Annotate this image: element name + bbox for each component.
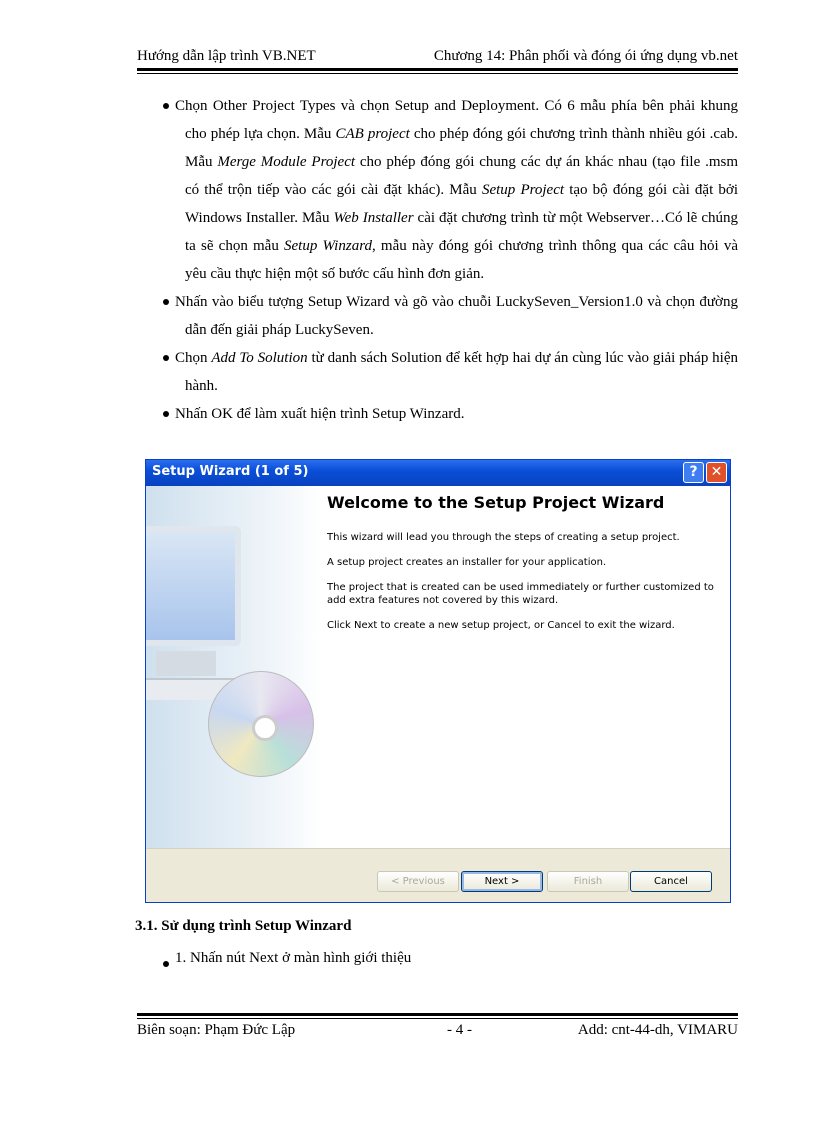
wizard-paragraph: This wizard will lead you through the steps of creating a setup project. [327,532,680,543]
wizard-content [327,493,717,644]
bullet-icon [163,411,169,417]
emphasis-text: Merge Module Project [217,154,356,170]
close-button[interactable]: ✕ [706,462,727,483]
text-run: tạo bộ đóng gói cài đặt bởi Windows Installer. Mẫu [185,182,739,226]
emphasis-text: Add To Solution [211,350,308,366]
emphasis-text: Setup Project [481,182,565,198]
footer-author: Biên soạn: Phạm Đức Lập [137,1022,296,1038]
header-rule [137,68,738,74]
text-run: cho phép đóng gói chương trình thành nhiều gói .cab. Mẫu [185,126,738,170]
previous-button[interactable]: < Previous [377,871,459,892]
footer-address: Add: cnt-44-dh, VIMARU [577,1022,738,1038]
section-title: 3.1. Sử dụng trình Setup Winzard [135,918,352,934]
step-item [160,950,411,967]
bullet-list [160,92,738,428]
button-bar [146,848,730,902]
emphasis-text: Setup Winzard [284,238,372,254]
next-button[interactable]: Next > [461,871,543,892]
bullet-icon [163,355,169,361]
list-item [160,344,738,400]
wizard-paragraph: A setup project creates an installer for your application. [327,557,607,568]
bullet-icon [163,103,169,109]
text-run: Chọn Other Project Types và chọn Setup and Deployment. Có 6 mẫu phía bên phải khung cho phép lựa chọn. Mẫu [175,98,738,142]
wizard-paragraph: Click Next to create a new setup project, or Cancel to exit the wizard. [327,620,675,631]
monitor-stand [156,651,216,676]
list-item-text [175,98,738,282]
text-run: Chọn [175,350,212,366]
dialog-title: Setup Wizard (1 of 5) [152,464,309,479]
text-run: , mẫu này đóng gói chương trình thông qua các câu hỏi và yêu cầu thực hiện một số bước cấu hình đơn giản. [185,238,739,282]
monitor-icon [146,526,241,646]
cancel-button[interactable]: Cancel [630,871,712,892]
text-run: từ danh sách Solution để kết hợp hai dự án cùng lúc vào giải pháp hiện hành. [185,350,738,394]
text-run: Nhấn vào biểu tượng Setup Wizard và gõ vào chuỗi LuckySeven_Version1.0 và chọn đường dẫn đến giải pháp LuckySeven. [175,294,738,338]
bullet-icon [163,961,169,967]
text-run: cài đặt chương trình từ một Webserver…Có lẽ chúng ta sẽ chọn mẫu [185,210,738,254]
footer-rule [137,1013,738,1019]
wizard-heading: Welcome to the Setup Project Wizard [327,493,665,512]
list-item-text [175,294,738,338]
page-header [137,48,738,65]
text-run: cho phép đóng gói chung các dự án khác nhau (tạo file .msm có thể trộn tiếp vào các gói cài đặt khác). Mẫu [185,154,739,198]
list-item [160,288,738,344]
help-button[interactable]: ? [683,462,704,483]
title-bar[interactable] [146,460,730,486]
header-right: Chương 14: Phân phối và đóng ói ứng dụng vb.net [433,48,738,64]
emphasis-text: CAB project [335,126,410,142]
page-number: - 4 - [447,1022,472,1038]
header-left: Hướng dẫn lập trình VB.NET [137,48,316,64]
wizard-paragraph: The project that is created can be used immediately or further customized to add extra features not covered by this wizard. [327,582,714,606]
emphasis-text: Web Installer [333,210,414,226]
step-text: 1. Nhấn nút Next ở màn hình giới thiệu [175,950,412,966]
list-item [160,92,738,288]
setup-wizard-dialog [145,459,731,903]
wizard-side-image [146,486,321,850]
cd-disc-icon [208,671,314,777]
list-item [160,400,738,428]
text-run: Nhấn OK để làm xuất hiện trình Setup Winzard. [175,406,465,422]
bullet-icon [163,299,169,305]
list-item-text [175,350,738,394]
finish-button[interactable]: Finish [547,871,629,892]
list-item-text [175,406,464,422]
